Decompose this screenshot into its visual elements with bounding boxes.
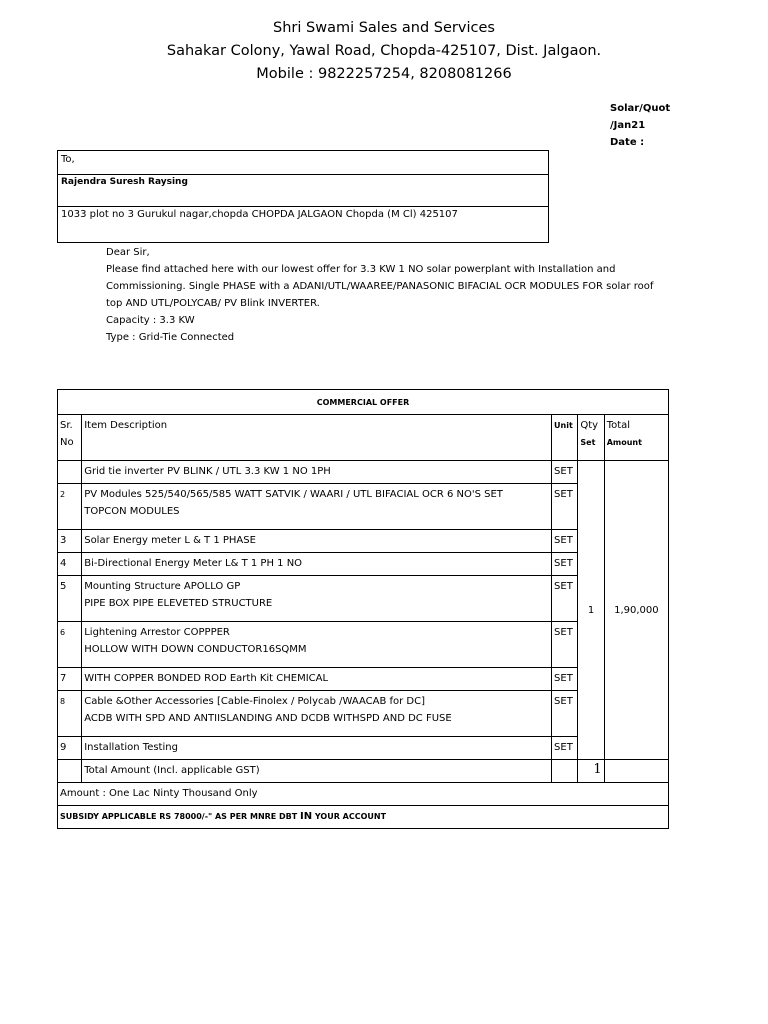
quote-ref-line2: /Jan21 xyxy=(610,120,646,131)
item-sr: 2 xyxy=(58,484,82,530)
header-amount-label: Amount xyxy=(606,438,642,447)
item-line-2: PIPE BOX PIPE ELEVETED STRUCTURE xyxy=(84,598,273,609)
quote-ref-line1: Solar/Quot xyxy=(610,103,671,114)
offer-title: COMMERCIAL OFFER xyxy=(58,390,669,415)
table-row xyxy=(58,622,669,668)
cover-letter xyxy=(106,244,666,346)
header-unit: Unit xyxy=(552,415,578,461)
salutation: Dear Sir, xyxy=(106,247,150,258)
header-qty-label: Qty xyxy=(580,420,599,431)
subsidy-note xyxy=(58,806,669,829)
table-row xyxy=(58,461,669,484)
quote-date: Date : xyxy=(610,137,645,148)
commercial-offer-table xyxy=(57,389,669,829)
capacity: Capacity : 3.3 KW xyxy=(106,315,195,326)
item-unit: SET xyxy=(552,622,578,668)
item-line-1: Mounting Structure APOLLO GP xyxy=(84,581,241,592)
recipient-box xyxy=(57,150,549,243)
item-description: Solar Energy meter L & T 1 PHASE xyxy=(82,530,552,553)
item-unit: SET xyxy=(552,737,578,760)
item-line-2: ACDB WITH SPD AND ANTIISLANDING AND DCDB WITHSPD AND DC FUSE xyxy=(84,713,452,724)
item-unit: SET xyxy=(552,461,578,484)
item-unit: SET xyxy=(552,530,578,553)
header-description: Item Description xyxy=(82,415,552,461)
item-sr xyxy=(58,461,82,484)
item-description: Bi-Directional Energy Meter L& T 1 PH 1 NO xyxy=(82,553,552,576)
table-row xyxy=(58,737,669,760)
item-description xyxy=(82,576,552,622)
company-mobile: Mobile : 9822257254, 8208081266 xyxy=(256,66,512,82)
header-total-label: Total xyxy=(606,420,631,431)
item-sr: 7 xyxy=(58,668,82,691)
subsidy-text-2: IN xyxy=(300,811,313,822)
item-line-2: TOPCON MODULES xyxy=(84,506,180,517)
system-type: Type : Grid-Tie Connected xyxy=(106,332,235,343)
item-line-2: HOLLOW WITH DOWN CONDUCTOR16SQMM xyxy=(84,644,307,655)
total-label: Total Amount (Incl. applicable GST) xyxy=(82,760,552,783)
recipient-name: Rajendra Suresh Raysing xyxy=(61,177,188,187)
subsidy-text-3: YOUR ACCOUNT xyxy=(312,812,387,821)
table-row xyxy=(58,576,669,622)
letter-body: Please find attached here with our lowest offer for 3.3 KW 1 NO solar powerplant with Installation and Commissioning. Single PHASE with a ADANI/UTL/WAAREE/PANASONIC BIFACIAL OCR MODULES FOR solar roof top AND UTL/POLYCAB/ PV Blink INVERTER. xyxy=(106,264,654,309)
item-line-1: Lightening Arrestor COPPPER xyxy=(84,627,230,638)
recipient-address: 1033 plot no 3 Gurukul nagar,chopda CHOPDA JALGAON Chopda (M Cl) 425107 xyxy=(61,209,458,220)
header-set-label: Set xyxy=(580,438,596,447)
total-qty: 1 xyxy=(578,760,604,783)
qty-value: 1 xyxy=(578,461,604,760)
subsidy-text-1: SUBSIDY APPLICABLE RS 78000/-" AS PER MNRE DBT xyxy=(60,812,301,821)
item-unit: SET xyxy=(552,668,578,691)
company-name: Shri Swami Sales and Services xyxy=(273,20,495,36)
item-line-1: Cable &Other Accessories [Cable-Finolex / Polycab /WAACAB for DC] xyxy=(84,696,426,707)
header-total xyxy=(604,415,668,461)
table-row xyxy=(58,691,669,737)
item-sr: 5 xyxy=(58,576,82,622)
item-line-1: PV Modules 525/540/565/585 WATT SATVIK / WAARI / UTL BIFACIAL OCR 6 NO'S SET xyxy=(84,489,503,500)
item-description xyxy=(82,691,552,737)
item-description xyxy=(82,622,552,668)
table-row xyxy=(58,530,669,553)
table-row xyxy=(58,553,669,576)
item-sr: 3 xyxy=(58,530,82,553)
item-unit: SET xyxy=(552,576,578,622)
item-unit: SET xyxy=(552,484,578,530)
item-sr: 4 xyxy=(58,553,82,576)
table-row xyxy=(58,484,669,530)
item-description: Grid tie inverter PV BLINK / UTL 3.3 KW 1 NO 1PH xyxy=(82,461,552,484)
item-sr: 8 xyxy=(58,691,82,737)
item-description: Installation Testing xyxy=(82,737,552,760)
header-sr: Sr. No xyxy=(58,415,82,461)
amount-in-words: Amount : One Lac Ninty Thousand Only xyxy=(58,783,669,806)
item-unit: SET xyxy=(552,553,578,576)
header-qty xyxy=(578,415,604,461)
to-label: To, xyxy=(61,154,75,165)
item-description: WITH COPPER BONDED ROD Earth Kit CHEMICAL xyxy=(82,668,552,691)
item-unit: SET xyxy=(552,691,578,737)
total-value: 1,90,000 xyxy=(604,461,668,760)
company-address: Sahakar Colony, Yawal Road, Chopda-425107, Dist. Jalgaon. xyxy=(166,43,602,59)
item-sr: 6 xyxy=(58,622,82,668)
item-sr: 9 xyxy=(58,737,82,760)
item-description xyxy=(82,484,552,530)
table-row xyxy=(58,668,669,691)
total-row xyxy=(58,760,669,783)
